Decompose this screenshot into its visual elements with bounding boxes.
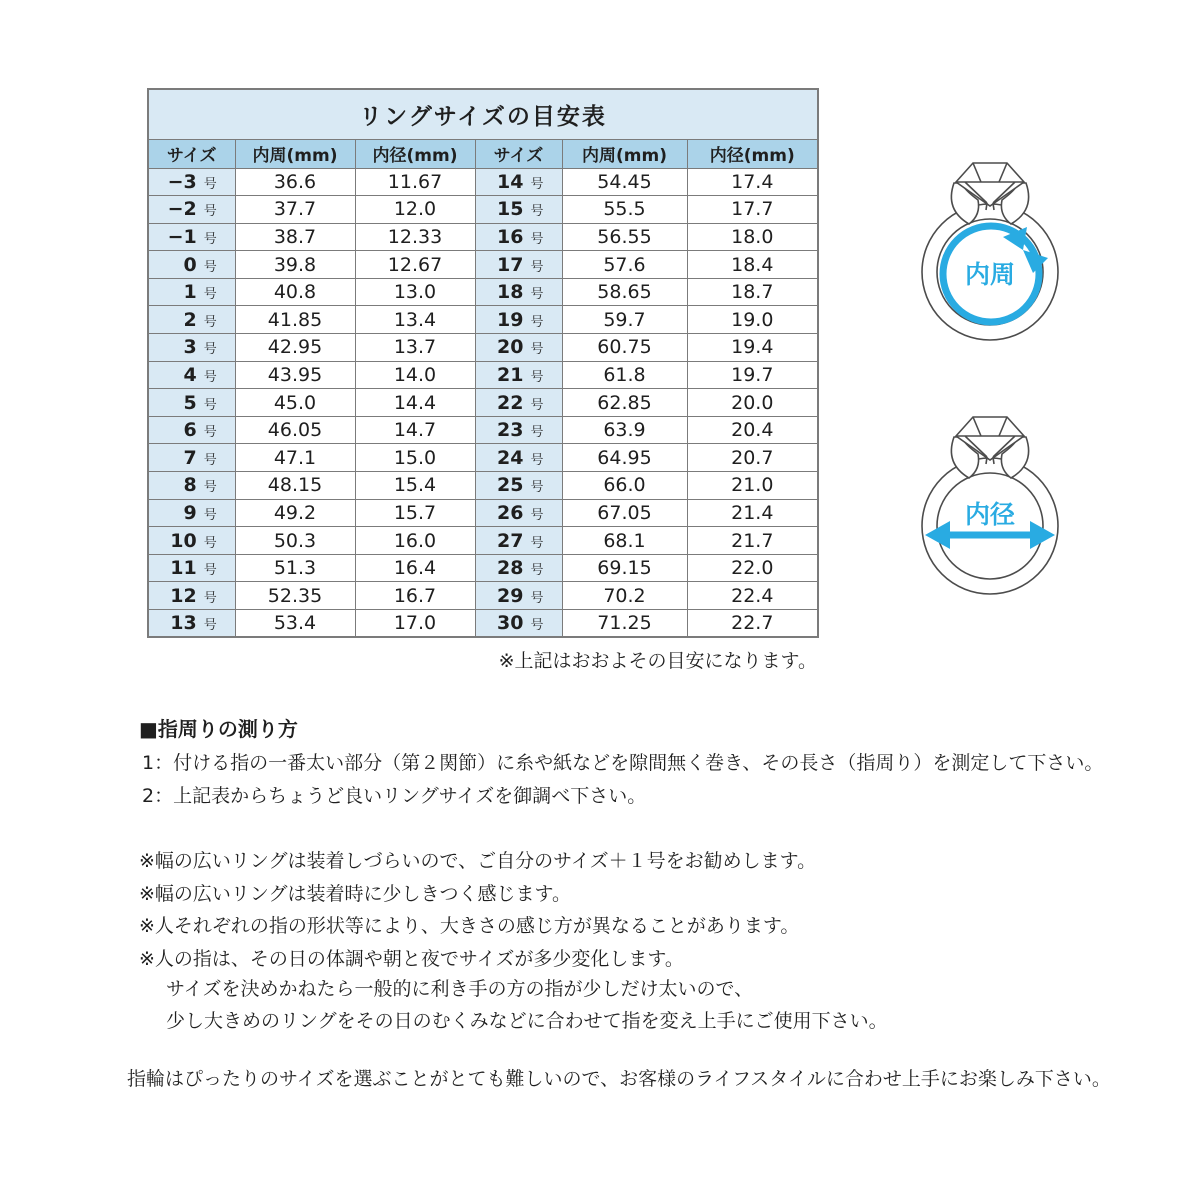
column-header: サイズ [475,139,562,168]
size-cell: 29 号 [475,582,562,610]
circumference-cell: 49.2 [235,499,355,527]
circumference-cell: 37.7 [235,196,355,224]
size-cell: 7 号 [148,444,235,472]
diameter-cell: 21.0 [687,472,818,500]
diameter-cell: 19.7 [687,361,818,389]
size-cell: 11 号 [148,554,235,582]
size-cell: 13 号 [148,610,235,638]
size-cell: 8 号 [148,472,235,500]
diameter-cell: 18.7 [687,278,818,306]
size-table-body [148,168,818,637]
table-row [148,278,818,306]
size-cell: 14 号 [475,168,562,196]
size-cell: 9 号 [148,499,235,527]
size-cell: 10 号 [148,527,235,555]
table-row [148,223,818,251]
circumference-cell: 47.1 [235,444,355,472]
measuring-heading: ■指周りの測り方 [139,717,298,741]
circumference-cell: 48.15 [235,472,355,500]
diameter-cell: 18.0 [687,223,818,251]
column-header: 内径(mm) [355,139,475,168]
text-line: ※幅の広いリングは装着時に少しきつく感じます。 [139,882,572,905]
table-row [148,361,818,389]
diameter-cell: 14.4 [355,389,475,417]
diameter-cell: 20.4 [687,416,818,444]
table-title-row [148,89,818,139]
table-row [148,389,818,417]
diameter-cell: 12.33 [355,223,475,251]
diameter-cell: 15.4 [355,472,475,500]
circumference-cell: 53.4 [235,610,355,638]
size-cell: 20 号 [475,334,562,362]
table-row [148,582,818,610]
table-row [148,444,818,472]
circumference-cell: 50.3 [235,527,355,555]
table-header-row [148,139,818,168]
size-cell: 19 号 [475,306,562,334]
circumference-cell: 62.85 [562,389,687,417]
circumference-cell: 64.95 [562,444,687,472]
table-row [148,334,818,362]
diameter-cell: 12.0 [355,196,475,224]
table-row [148,306,818,334]
text-line: ※幅の広いリングは装着しづらいので、ご自分のサイズ＋１号をお勧めします。 [139,850,817,872]
table-row [148,251,818,279]
size-cell: 6 号 [148,416,235,444]
closing-note: 指輪はぴったりのサイズを選ぶことがとても難しいので、お客様のライフスタイルに合わせ上手にお楽しみ下さい。 [127,1068,1111,1090]
inner-diameter-label: 内径 [964,500,1016,529]
table-row [148,472,818,500]
text-line: ※人それぞれの指の形状等により、大きさの感じ方が異なることがあります。 [139,915,800,937]
table-row [148,527,818,555]
size-cell: 22 号 [475,389,562,417]
size-cell: 27 号 [475,527,562,555]
circumference-cell: 41.85 [235,306,355,334]
circumference-cell: 58.65 [562,278,687,306]
text-line: 少し大きめのリングをその日のむくみなどに合わせて指を変え上手にご使用下さい。 [166,1010,888,1032]
table-row [148,610,818,638]
diameter-cell: 16.0 [355,527,475,555]
column-header: 内径(mm) [687,139,818,168]
circumference-cell: 71.25 [562,610,687,638]
size-cell: 23 号 [475,416,562,444]
size-cell: 1 号 [148,278,235,306]
diameter-cell: 22.4 [687,582,818,610]
inner-circumference-label: 内周 [964,260,1016,289]
circumference-cell: 43.95 [235,361,355,389]
diameter-cell: 15.7 [355,499,475,527]
diameter-cell: 21.7 [687,527,818,555]
circumference-cell: 63.9 [562,416,687,444]
size-notes-continued [139,973,888,1037]
table-footnote: ※上記はおおよその目安になります。 [498,650,817,672]
size-cell: 2 号 [148,306,235,334]
diameter-cell: 21.4 [687,499,818,527]
diameter-cell: 13.0 [355,278,475,306]
size-cell: 16 号 [475,223,562,251]
diameter-cell: 19.4 [687,334,818,362]
size-cell: 28 号 [475,554,562,582]
diameter-cell: 16.7 [355,582,475,610]
size-cell: −1 号 [148,223,235,251]
table-row [148,416,818,444]
size-cell: 12 号 [148,582,235,610]
inner-circumference-diagram [890,148,1090,393]
diameter-cell: 19.0 [687,306,818,334]
diameter-cell: 13.7 [355,334,475,362]
circumference-cell: 60.75 [562,334,687,362]
size-cell: 25 号 [475,472,562,500]
circumference-cell: 68.1 [562,527,687,555]
size-cell: 0 号 [148,251,235,279]
column-header: 内周(mm) [562,139,687,168]
diameter-cell: 17.0 [355,610,475,638]
circumference-cell: 51.3 [235,554,355,582]
table-row [148,554,818,582]
diameter-cell: 17.7 [687,196,818,224]
diameter-cell: 15.0 [355,444,475,472]
diameter-cell: 17.4 [687,168,818,196]
circumference-cell: 59.7 [562,306,687,334]
diameter-cell: 12.67 [355,251,475,279]
size-cell: 3 号 [148,334,235,362]
circumference-cell: 57.6 [562,251,687,279]
circumference-cell: 42.95 [235,334,355,362]
table-row [148,168,818,196]
circumference-cell: 54.45 [562,168,687,196]
diameter-cell: 22.0 [687,554,818,582]
circumference-cell: 70.2 [562,582,687,610]
diameter-cell: 18.4 [687,251,818,279]
size-cell: 4 号 [148,361,235,389]
size-cell: 30 号 [475,610,562,638]
column-header: 内周(mm) [235,139,355,168]
size-cell: 26 号 [475,499,562,527]
size-cell: 18 号 [475,278,562,306]
circumference-cell: 38.7 [235,223,355,251]
table-title: リングサイズの目安表 [148,89,818,139]
diameter-cell: 13.4 [355,306,475,334]
size-cell: 15 号 [475,196,562,224]
size-cell: −2 号 [148,196,235,224]
circumference-cell: 46.05 [235,416,355,444]
circumference-cell: 52.35 [235,582,355,610]
diameter-cell: 16.4 [355,554,475,582]
table-row [148,499,818,527]
diameter-cell: 20.7 [687,444,818,472]
diameter-cell: 11.67 [355,168,475,196]
diameter-cell: 20.0 [687,389,818,417]
circumference-cell: 55.5 [562,196,687,224]
ring-size-table [147,88,819,638]
diameter-cell: 14.7 [355,416,475,444]
inner-diameter-diagram [890,402,1090,647]
circumference-cell: 40.8 [235,278,355,306]
circumference-cell: 39.8 [235,251,355,279]
circumference-cell: 67.05 [562,499,687,527]
size-cell: 17 号 [475,251,562,279]
circumference-cell: 61.8 [562,361,687,389]
circumference-cell: 66.0 [562,472,687,500]
circumference-cell: 45.0 [235,389,355,417]
circumference-cell: 56.55 [562,223,687,251]
size-cell: 5 号 [148,389,235,417]
diameter-cell: 14.0 [355,361,475,389]
column-header: サイズ [148,139,235,168]
text-line: 2：上記表からちょうど良いリングサイズを御調べ下さい。 [142,785,647,807]
measuring-steps [142,747,1103,813]
circumference-cell: 36.6 [235,168,355,196]
text-line: 1：付ける指の一番太い部分（第２関節）に糸や紙などを隙間無く巻き、その長さ（指周り）を測定して下さい。 [142,752,1104,774]
size-cell: 24 号 [475,444,562,472]
table-row [148,196,818,224]
text-line: サイズを決めかねたら一般的に利き手の方の指が少しだけ太いので、 [166,978,754,1000]
size-cell: 21 号 [475,361,562,389]
diamond-icon [951,163,1028,224]
diamond-icon [951,417,1028,478]
size-notes [139,845,816,975]
diameter-cell: 22.7 [687,610,818,638]
circumference-cell: 69.15 [562,554,687,582]
text-line: ※人の指は、その日の体調や朝と夜でサイズが多少変化します。 [139,947,684,970]
size-cell: −3 号 [148,168,235,196]
